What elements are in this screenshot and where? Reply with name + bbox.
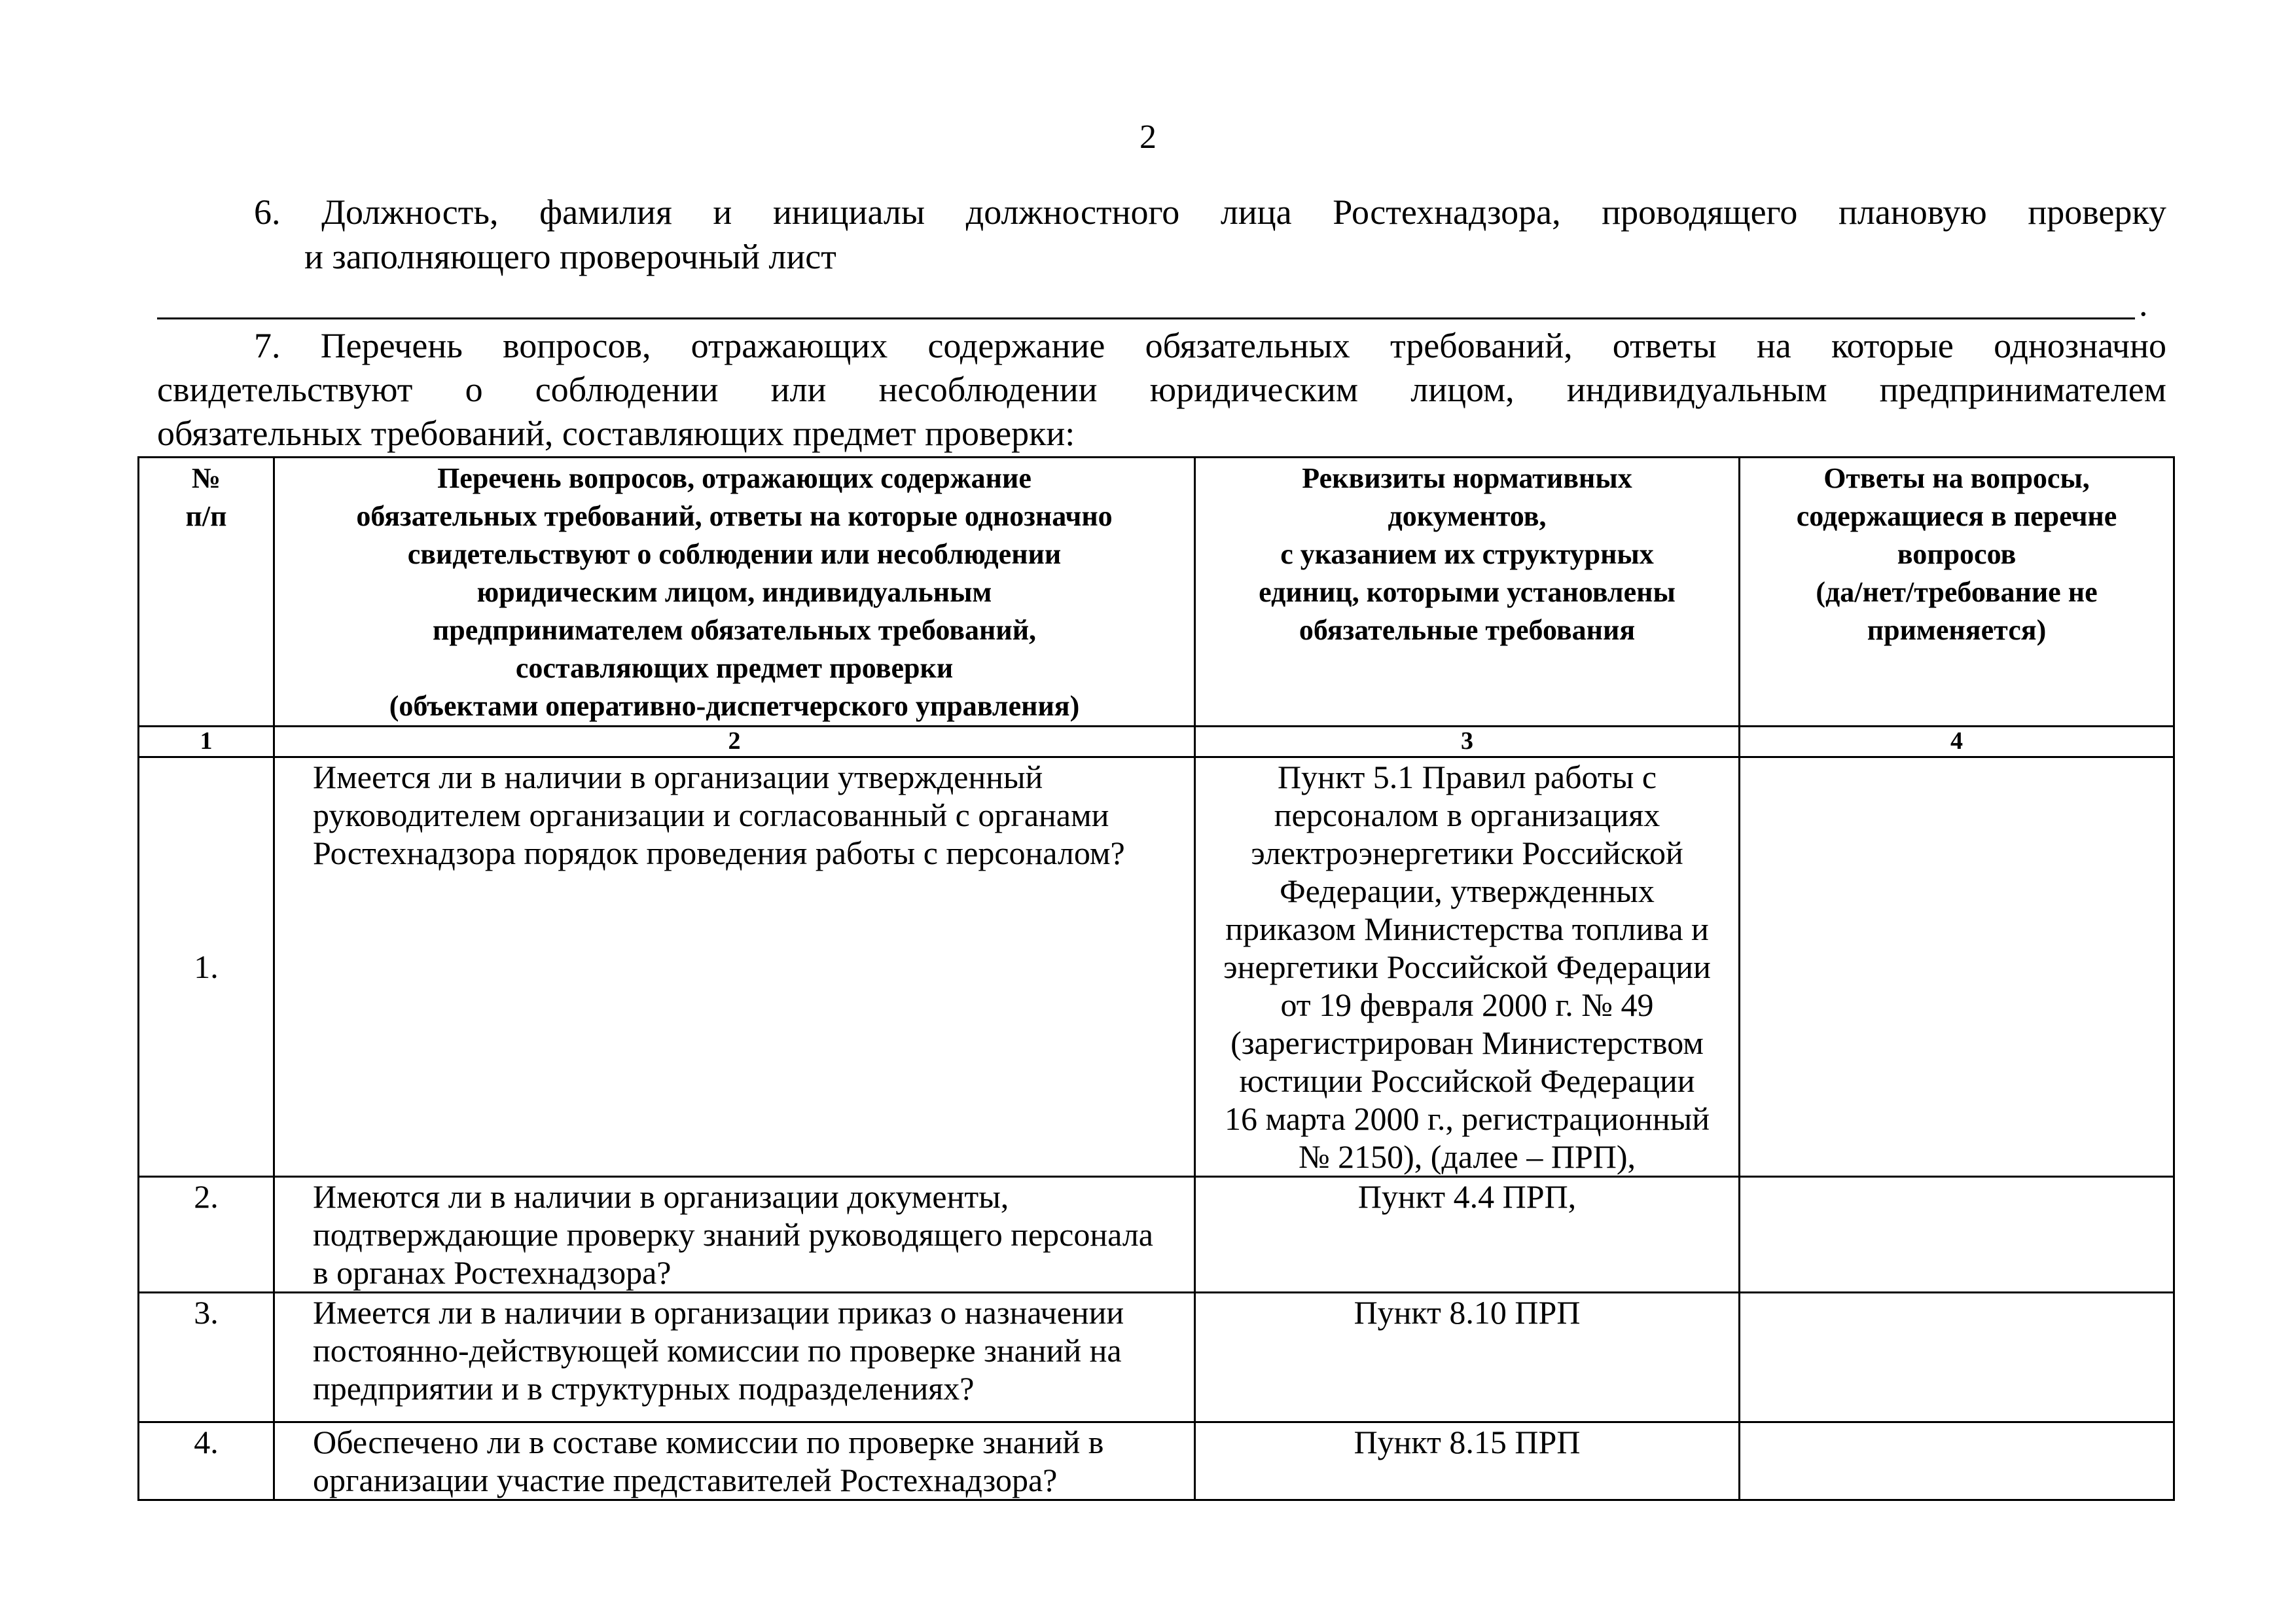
item-7-word: ответы: [1612, 326, 1717, 365]
item-6-word: и: [713, 192, 732, 232]
text-line: (зарегистрирован Министерством: [1230, 1024, 1704, 1061]
row-number: 3.: [139, 1293, 274, 1422]
text-line: Пункт 8.15 ПРП: [1354, 1424, 1581, 1460]
row-reference: [1195, 1422, 1740, 1500]
header-number: [139, 458, 274, 727]
text-line: подтверждающие проверку знаний руководящего персонала: [313, 1216, 1153, 1253]
row-answer-cell[interactable]: [1740, 1293, 2174, 1422]
header-questions: [274, 458, 1195, 727]
row-number: 2.: [139, 1177, 274, 1293]
text-line: 16 марта 2000 г., регистрационный: [1224, 1100, 1710, 1137]
item-7-word: обязательных: [1145, 326, 1350, 365]
item-7-word: 7.: [254, 326, 281, 365]
item-6-word: лица: [1220, 192, 1292, 232]
header-line: применяется): [1867, 614, 2047, 646]
header-requisites: [1195, 458, 1740, 727]
row-reference: [1195, 757, 1740, 1177]
column-number: 3: [1195, 727, 1740, 757]
text-line: № 2150), (далее – ПРП),: [1298, 1138, 1636, 1175]
item-7-word: предпринимателем: [1879, 370, 2166, 409]
item-6-word: 6.: [254, 192, 281, 232]
table-row: [139, 1177, 2174, 1293]
header-line: составляющих предмет проверки: [515, 652, 954, 684]
column-number: 2: [274, 727, 1195, 757]
text-line: организации участие представителей Ростехнадзора?: [313, 1462, 1058, 1498]
item-7-word: юридическим: [1149, 370, 1359, 409]
header-line: свидетельствуют о соблюдении или несоблюдении: [407, 538, 1062, 570]
item-6-word: проводящего: [1602, 192, 1798, 232]
header-line: Реквизиты нормативных: [1302, 462, 1632, 494]
item-7-word: или: [770, 370, 827, 409]
item-7-word: о: [465, 370, 483, 409]
header-line: обязательных требований, ответы на которые однозначно: [356, 500, 1113, 532]
item-7-word: на: [1756, 326, 1791, 365]
column-number: 1: [139, 727, 274, 757]
text-line: Федерации, утвержденных: [1280, 873, 1655, 909]
item-7-word: несоблюдении: [878, 370, 1098, 409]
header-line: с указанием их структурных: [1280, 538, 1654, 570]
text-line: персоналом в организациях: [1274, 797, 1660, 833]
text-line: Пункт 8.10 ПРП: [1354, 1294, 1581, 1331]
item-6-word: инициалы: [772, 192, 925, 232]
item-7-intro: [157, 324, 2166, 456]
column-number-row: [139, 727, 2174, 757]
fill-in-line-period: .: [2139, 284, 2148, 323]
header-line: вопросов: [1897, 538, 2017, 570]
item-7-word: вопросов,: [503, 326, 651, 365]
text-line: Ростехнадзора порядок проведения работы с персоналом?: [313, 835, 1125, 871]
header-line: (объектами оперативно-диспетчерского управления): [389, 690, 1080, 722]
column-number: 4: [1740, 727, 2174, 757]
row-question: [274, 1293, 1195, 1422]
item-7-word: свидетельствуют: [157, 370, 413, 409]
item-6-line-2: и заполняющего проверочный лист: [304, 237, 836, 276]
row-reference: [1195, 1293, 1740, 1422]
item-6-word: фамилия: [539, 192, 672, 232]
item-7-word: лицом,: [1410, 370, 1515, 409]
row-question: [274, 1422, 1195, 1500]
item-7-word: содержание: [927, 326, 1105, 365]
page-number: 2: [1139, 118, 1157, 156]
header-line: единиц, которыми установлены: [1259, 576, 1676, 608]
text-line: от 19 февраля 2000 г. № 49: [1280, 986, 1654, 1023]
item-6-line-1: [157, 190, 2166, 234]
text-line: руководителем организации и согласованный с органами: [313, 797, 1109, 833]
text-line: Имеется ли в наличии в организации утвержденный: [313, 759, 1043, 795]
item-6-word: Должность,: [321, 192, 499, 232]
item-7-word: индивидуальным: [1566, 370, 1827, 409]
header-line: предпринимателем обязательных требований,: [432, 614, 1037, 646]
header-line: обязательные требования: [1299, 614, 1636, 646]
row-answer-cell[interactable]: [1740, 1177, 2174, 1293]
item-7-word: однозначно: [1994, 326, 2166, 365]
item-7-line-2: [157, 368, 2166, 412]
checklist-table: [137, 456, 2175, 1501]
officer-fill-in-line[interactable]: [157, 317, 2135, 319]
item-7-line-1: [157, 324, 2166, 368]
header-line: п/п: [185, 500, 227, 532]
item-7-word: Перечень: [320, 326, 463, 365]
row-question: [274, 757, 1195, 1177]
header-line: Перечень вопросов, отражающих содержание: [437, 462, 1031, 494]
row-number: 1.: [139, 757, 274, 1177]
header-line: содержащиеся в перечне: [1796, 500, 2117, 532]
row-answer-cell[interactable]: [1740, 757, 2174, 1177]
item-6-word: Ростехнадзора,: [1333, 192, 1561, 232]
text-line: Пункт 4.4 ПРП,: [1357, 1178, 1577, 1215]
item-7-word: отражающих: [691, 326, 888, 365]
text-line: Имеется ли в наличии в организации приказ о назначении: [313, 1294, 1124, 1331]
item-6-word: проверку: [2028, 192, 2166, 232]
header-line: №: [191, 462, 221, 494]
text-line: электроэнергетики Российской: [1251, 835, 1683, 871]
header-answers: [1740, 458, 2174, 727]
table-row: [139, 1422, 2174, 1500]
item-7-word: которые: [1831, 326, 1954, 365]
text-line: Имеются ли в наличии в организации документы,: [313, 1178, 1009, 1215]
header-line: (да/нет/требование не: [1816, 576, 2098, 608]
table-row: [139, 1293, 2174, 1422]
text-line: в органах Ростехнадзора?: [313, 1254, 672, 1291]
text-line: энергетики Российской Федерации: [1223, 948, 1711, 985]
text-line: предприятии и в структурных подразделениях?: [313, 1370, 975, 1407]
row-answer-cell[interactable]: [1740, 1422, 2174, 1500]
item-7-line-3: обязательных требований, составляющих предмет проверки:: [157, 414, 1075, 453]
row-number: 4.: [139, 1422, 274, 1500]
item-6-officer: [157, 190, 2166, 279]
text-line: Пункт 5.1 Правил работы с: [1277, 759, 1657, 795]
table-header-row: [139, 458, 2174, 727]
header-line: юридическим лицом, индивидуальным: [476, 576, 992, 608]
item-6-word: плановую: [1838, 192, 1987, 232]
row-question: [274, 1177, 1195, 1293]
item-6-word: должностного: [965, 192, 1180, 232]
table-row: [139, 757, 2174, 1177]
text-line: приказом Министерства топлива и: [1225, 911, 1709, 947]
item-7-word: соблюдении: [535, 370, 719, 409]
text-line: юстиции Российской Федерации: [1239, 1062, 1695, 1099]
header-line: документов,: [1388, 500, 1547, 532]
text-line: Обеспечено ли в составе комиссии по проверке знаний в: [313, 1424, 1104, 1460]
row-reference: [1195, 1177, 1740, 1293]
item-7-word: требований,: [1390, 326, 1573, 365]
header-line: Ответы на вопросы,: [1823, 462, 2090, 494]
text-line: постоянно-действующей комиссии по проверке знаний на: [313, 1332, 1122, 1369]
